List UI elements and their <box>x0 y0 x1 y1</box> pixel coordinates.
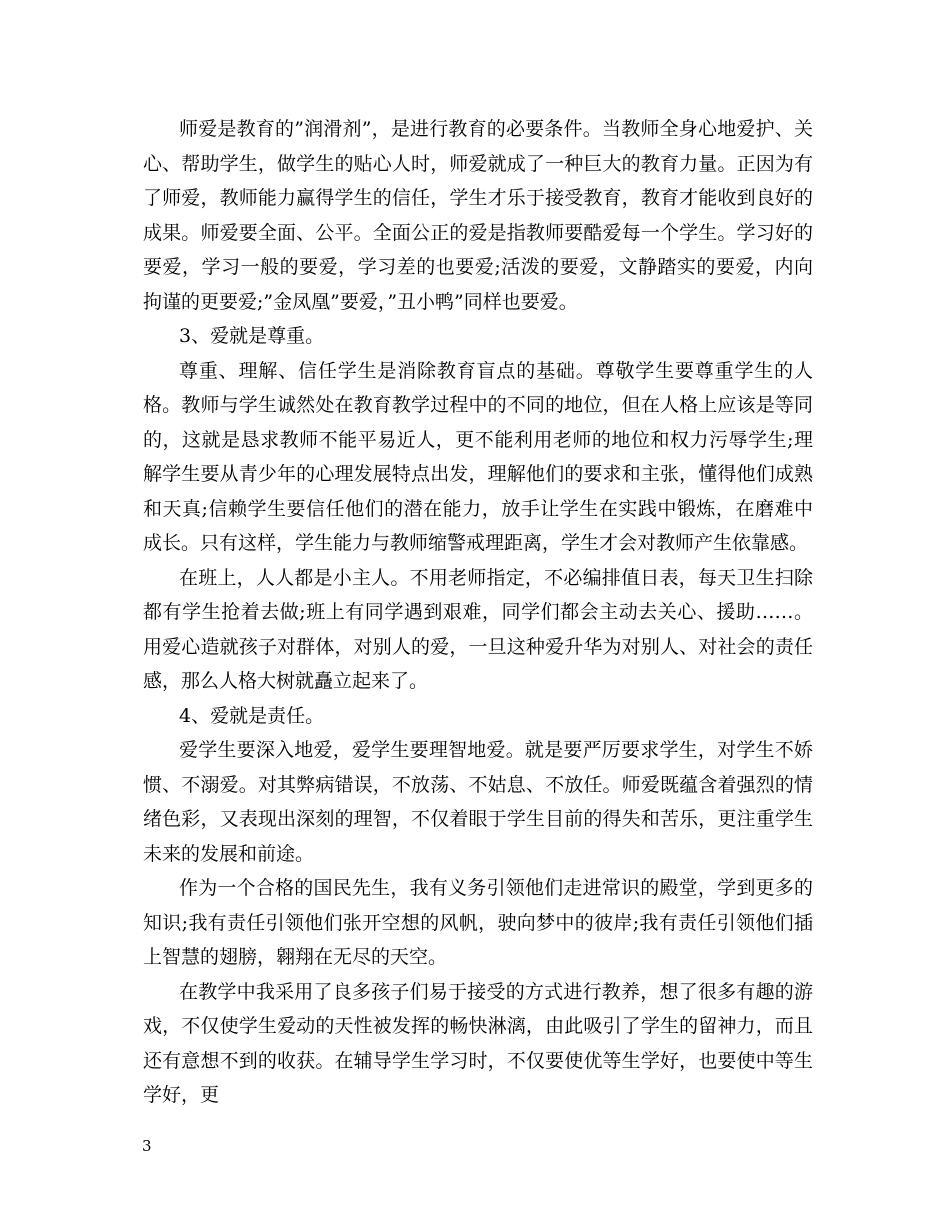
body-text <box>143 112 813 1113</box>
heading-love-is-respect: 3、爱就是尊重。 <box>179 325 325 347</box>
paragraph-class-little-masters: 在班上，人人都是小主人。不用老师指定，不必编排值日表，每天卫生扫除都有学生抢着去做;班上有同学遇到艰难，同学们都会主动去关心、援助……。用爱心造就孩子对群体，对别人的爱，一旦这种爱升华为对别人、对社会的责任感，那么人格大树就矗立起来了。 <box>143 566 813 692</box>
heading-love-is-responsibility: 4、爱就是责任。 <box>179 704 325 727</box>
paragraph-deep-rational-love: 爱学生要深入地爱，爱学生要理智地爱。就是要严厉要求学生，对学生不娇惯、不溺爱。对其弊病错误，不放荡、不姑息、不放任。师爱既蕴含着强烈的情绪色彩，又表现出深刻的理智，不仅着眼于学生目前的得失和苦乐，更注重学生未来的发展和前途。 <box>143 739 813 865</box>
paragraph-respect-understanding-trust: 尊重、理解、信任学生是消除教育盲点的基础。尊敬学生要尊重学生的人格。教师与学生诚然处在教育教学过程中的不同的地位，但在人格上应该是等同的，这就是恳求教师不能平易近人，更不能利用老师的地位和权力污辱学生;理解学生要从青少年的心理发展特点出发，理解他们的要求和主张，懂得他们成熟和天真;信赖学生要信任他们的潜在能力，放手让学生在实践中锻炼，在磨难中成长。只有这样，学生能力与教师缩警戒理距离，学生才会对教师产生依靠感。 <box>143 359 813 554</box>
paragraph-teaching-methods: 在教学中我采用了良多孩子们易于接受的方式进行教养，想了很多有趣的游戏，不仅使学生爱动的天性被发挥的畅快淋漓，由此吸引了学生的留神力，而且还有意想不到的收获。在辅导学生学习时，不仅要使优等生学好，也要使中等生学好，更 <box>143 980 813 1106</box>
paragraph-qualified-teacher-duty: 作为一个合格的国民先生，我有义务引领他们走进常识的殿堂，学到更多的知识;我有责任引领他们张开空想的风帆，驶向梦中的彼岸;我有责任引领他们插上智慧的翅膀，翱翔在无尽的天空。 <box>143 877 813 968</box>
paragraph-teacher-love-lubricant: 师爱是教育的”润滑剂”，是进行教育的必要条件。当教师全身心地爱护、关心、帮助学生，做学生的贴心人时，师爱就成了一种巨大的教育力量。正因为有了师爱，教师能力赢得学生的信任，学生才乐于接受教育，教育才能收到良好的成果。师爱要全面、公平。全面公正的爱是指教师要酷爱每一个学生。学习好的要爱，学习一般的要爱，学习差的也要爱;活泼的要爱，文静踏实的要爱，内向拘谨的更要爱;”金凤凰”要爱，”丑小鸭”同样也要爱。 <box>143 118 813 313</box>
page-number: 3 <box>142 1137 152 1155</box>
